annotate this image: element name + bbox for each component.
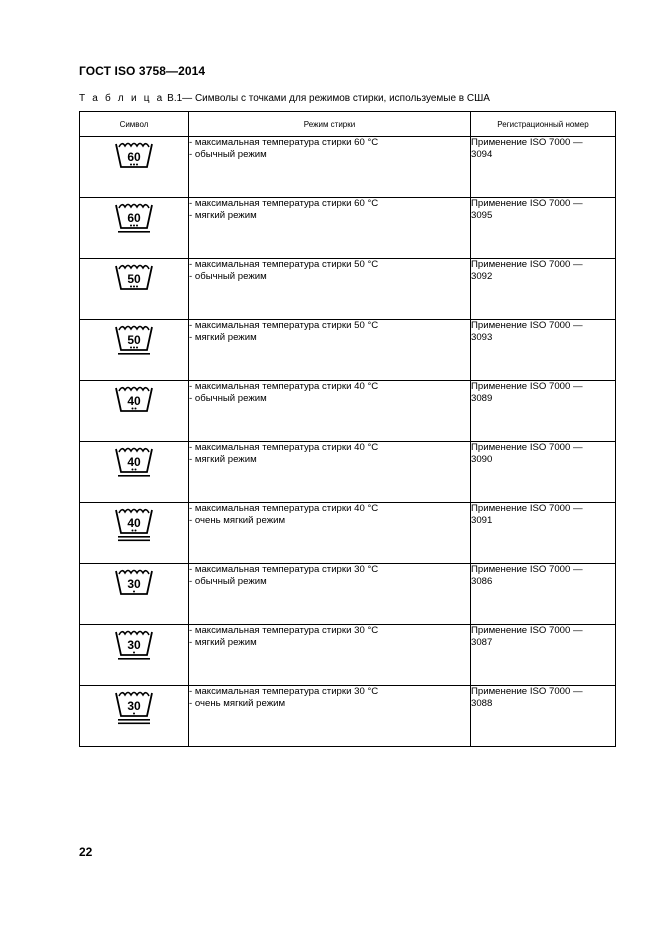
table-row [80, 442, 616, 503]
registration-prefix: Применение ISO 7000 — [471, 137, 583, 148]
dot-mark [135, 408, 137, 410]
symbol-cell [80, 320, 189, 381]
temperature-label: 30 [127, 699, 141, 713]
symbol-cell [80, 381, 189, 442]
symbol-cell [80, 625, 189, 686]
washtub-icon [111, 503, 157, 545]
dot-mark [136, 225, 138, 227]
registration-number: 3087 [471, 637, 493, 648]
washtub-icon [111, 137, 157, 179]
table-row [80, 137, 616, 198]
mode-cell [189, 198, 471, 259]
mode-temperature: - максимальная температура стирки 30 °С [189, 686, 379, 697]
mode-temperature: - максимальная температура стирки 40 °С [189, 442, 379, 453]
registration-cell [471, 503, 616, 564]
registration-number: 3091 [471, 515, 493, 526]
washtub-icon [111, 259, 157, 301]
registration-cell [471, 442, 616, 503]
table-row [80, 503, 616, 564]
registration-cell [471, 198, 616, 259]
gentle-bar [118, 231, 150, 233]
dot-mark [133, 652, 135, 654]
mode-temperature: - максимальная температура стирки 30 °С [189, 564, 379, 575]
dot-mark [136, 286, 138, 288]
temperature-label: 50 [127, 333, 141, 347]
symbol-cell [80, 137, 189, 198]
temperature-label: 30 [127, 577, 141, 591]
mode-cell [189, 320, 471, 381]
symbol-cell [80, 686, 189, 747]
mode-type: - очень мягкий режим [189, 698, 286, 709]
registration-number: 3086 [471, 576, 493, 587]
mode-temperature: - максимальная температура стирки 50 °С [189, 320, 379, 331]
symbol-cell [80, 503, 189, 564]
table-header-row [80, 112, 616, 137]
mode-type: - обычный режим [189, 271, 267, 282]
temperature-label: 50 [127, 272, 141, 286]
registration-prefix: Применение ISO 7000 — [471, 198, 583, 209]
table-row [80, 259, 616, 320]
dot-mark [130, 164, 132, 166]
mode-type: - обычный режим [189, 576, 267, 587]
registration-number: 3088 [471, 698, 493, 709]
dot-mark [132, 469, 134, 471]
caption-text: В.1— Символы с точками для режимов стирки, используемые в США [164, 93, 490, 104]
gentle-bar [118, 536, 150, 538]
dot-mark [133, 713, 135, 715]
registration-number: 3095 [471, 210, 493, 221]
gentle-bar [118, 353, 150, 355]
registration-number: 3093 [471, 332, 493, 343]
dot-mark [130, 286, 132, 288]
washtub-icon [111, 686, 157, 728]
registration-number: 3090 [471, 454, 493, 465]
temperature-label: 60 [127, 150, 141, 164]
mode-type: - обычный режим [189, 393, 267, 404]
registration-cell [471, 320, 616, 381]
washtub-icon [111, 381, 157, 423]
mode-temperature: - максимальная температура стирки 50 °С [189, 259, 379, 270]
mode-cell [189, 259, 471, 320]
mode-type: - обычный режим [189, 149, 267, 160]
temperature-label: 60 [127, 211, 141, 225]
symbol-cell [80, 198, 189, 259]
registration-prefix: Применение ISO 7000 — [471, 442, 583, 453]
gentle-bar [118, 719, 150, 721]
washtub-icon [111, 320, 157, 362]
washtub-icon [111, 625, 157, 667]
dot-mark [136, 347, 138, 349]
dot-mark [130, 225, 132, 227]
washtub-icon [111, 198, 157, 240]
symbol-cell [80, 259, 189, 320]
temperature-label: 40 [127, 455, 141, 469]
registration-number: 3092 [471, 271, 493, 282]
registration-prefix: Применение ISO 7000 — [471, 625, 583, 636]
mode-type: - мягкий режим [189, 637, 257, 648]
gentle-bar [118, 475, 150, 477]
registration-cell [471, 137, 616, 198]
table-row [80, 625, 616, 686]
table-row [80, 564, 616, 625]
dot-mark [133, 286, 135, 288]
dot-mark [132, 530, 134, 532]
header-mode: Режим стирки [189, 112, 471, 137]
registration-cell [471, 259, 616, 320]
dot-mark [133, 164, 135, 166]
mode-temperature: - максимальная температура стирки 40 °С [189, 381, 379, 392]
registration-prefix: Применение ISO 7000 — [471, 259, 583, 270]
mode-cell [189, 137, 471, 198]
dot-mark [130, 347, 132, 349]
registration-cell [471, 564, 616, 625]
dot-mark [133, 347, 135, 349]
registration-cell [471, 686, 616, 747]
registration-prefix: Применение ISO 7000 — [471, 503, 583, 514]
mode-temperature: - максимальная температура стирки 60 °С [189, 137, 379, 148]
dot-mark [135, 530, 137, 532]
table-row [80, 381, 616, 442]
wash-symbols-table [79, 111, 616, 747]
mode-cell [189, 381, 471, 442]
symbol-cell [80, 442, 189, 503]
header-symbol: Символ [80, 112, 189, 137]
registration-number: 3094 [471, 149, 493, 160]
mode-cell [189, 625, 471, 686]
symbol-cell [80, 564, 189, 625]
washtub-icon [111, 442, 157, 484]
registration-cell [471, 381, 616, 442]
temperature-label: 30 [127, 638, 141, 652]
mode-cell [189, 442, 471, 503]
registration-prefix: Применение ISO 7000 — [471, 564, 583, 575]
temperature-label: 40 [127, 394, 141, 408]
table-row [80, 686, 616, 747]
registration-number: 3089 [471, 393, 493, 404]
header-reg: Регистрационный номер [471, 112, 616, 137]
dot-mark [133, 591, 135, 593]
document-code: ГОСТ ISO 3758—2014 [79, 64, 206, 78]
dot-mark [136, 164, 138, 166]
page-number: 22 [79, 845, 93, 859]
dot-mark [132, 408, 134, 410]
dot-mark [133, 225, 135, 227]
mode-type: - мягкий режим [189, 332, 257, 343]
temperature-label: 40 [127, 516, 141, 530]
gentle-bar [118, 723, 150, 725]
mode-cell [189, 686, 471, 747]
mode-temperature: - максимальная температура стирки 30 °С [189, 625, 379, 636]
mode-type: - мягкий режим [189, 454, 257, 465]
table-row [80, 198, 616, 259]
registration-prefix: Применение ISO 7000 — [471, 381, 583, 392]
registration-prefix: Применение ISO 7000 — [471, 686, 583, 697]
gentle-bar [118, 658, 150, 660]
mode-temperature: - максимальная температура стирки 40 °С [189, 503, 379, 514]
washtub-icon [111, 564, 157, 606]
table-row [80, 320, 616, 381]
mode-temperature: - максимальная температура стирки 60 °С [189, 198, 379, 209]
mode-cell [189, 503, 471, 564]
mode-cell [189, 564, 471, 625]
dot-mark [135, 469, 137, 471]
caption-prefix: Т а б л и ц а [79, 93, 165, 104]
mode-type: - очень мягкий режим [189, 515, 286, 526]
table-caption [79, 93, 490, 104]
registration-cell [471, 625, 616, 686]
gentle-bar [118, 540, 150, 542]
mode-type: - мягкий режим [189, 210, 257, 221]
registration-prefix: Применение ISO 7000 — [471, 320, 583, 331]
